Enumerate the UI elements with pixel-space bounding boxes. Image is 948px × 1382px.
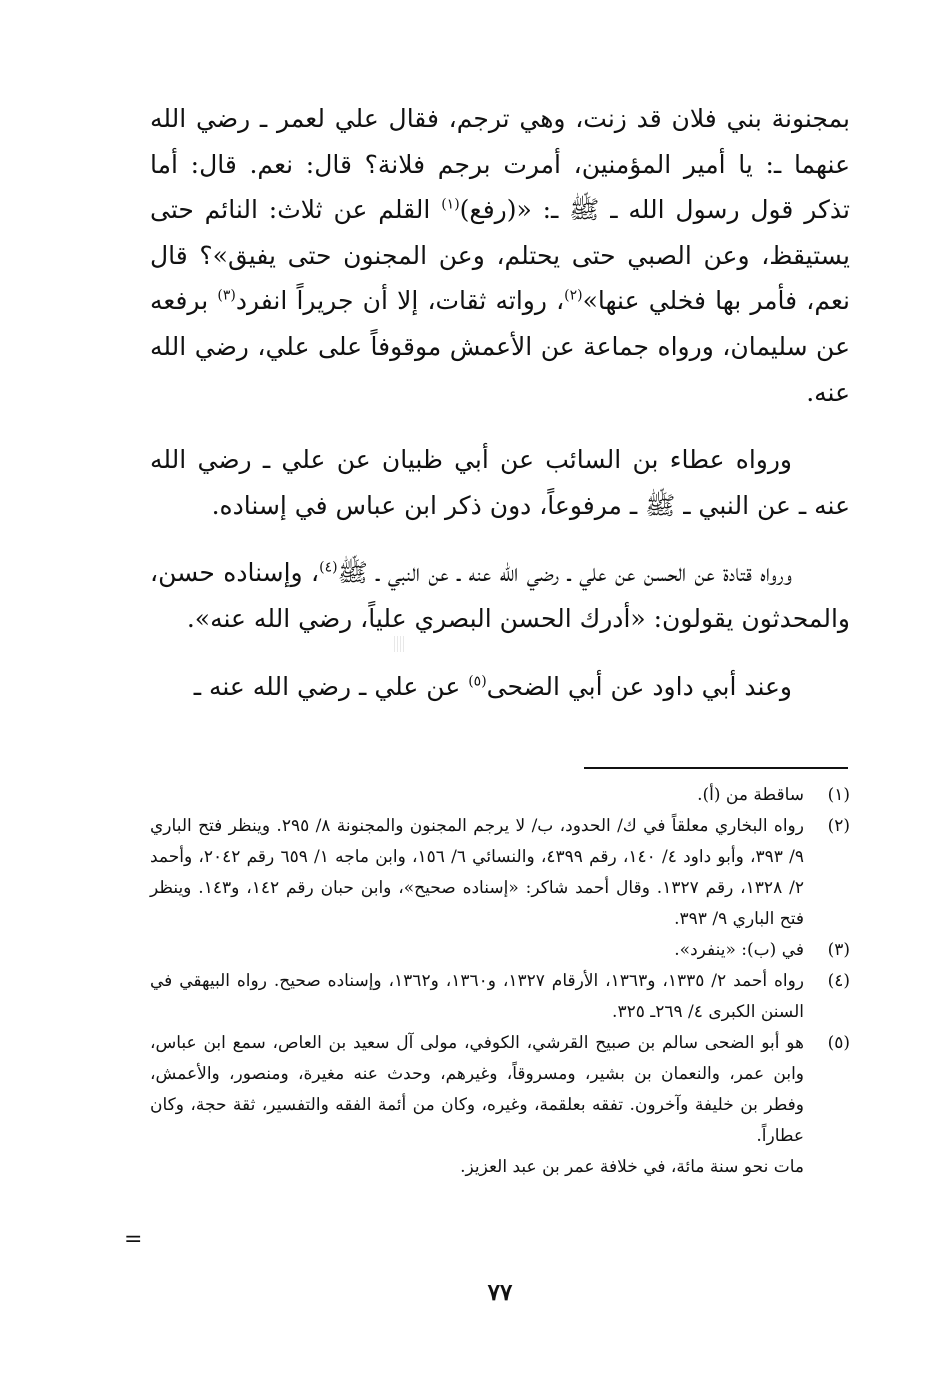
paragraph-text: ورواه عطاء بن السائب عن أبي ظبيان عن علي ـ رضي الله عنه ـ عن النبي ـ ﷺ ـ مرفوعاً، دون ذكر ابن عباس في إسناده.	[150, 445, 850, 520]
paragraph-text: ، وإسناده حسن، والمحدثون يقولون: «أدرك الحسن البصري علياً، رضي الله عنه».	[150, 558, 850, 633]
paragraph-text: عن علي ـ رضي الله عنه ـ	[193, 671, 461, 701]
footnote-number: (٥)	[827, 1033, 850, 1053]
footnote-ref: (٣)	[217, 288, 236, 305]
main-text	[150, 96, 850, 709]
footnote-5	[150, 1028, 850, 1183]
footnote-number: (٢)	[827, 816, 850, 836]
paragraph-1	[150, 96, 850, 415]
footnote-number: (١)	[827, 785, 850, 805]
footnote-text: ساقطة من (أ).	[697, 785, 804, 805]
footnote-text: رواه أحمد ٢/ ١٣٣٥، و١٣٦٣، الأرقام ١٣٢٧، و١٣٦٠، و١٣٦٢، وإسناده صحيح. رواه البيهقي في السنن الكبرى ٤/ ٢٦٩ـ ٣٢٥.	[150, 971, 805, 1022]
footnote-ref: (٢)	[564, 288, 583, 305]
paragraph-text: بمجنونة بني فلان قد زنت، وهي ترجم، فقال علي لعمر ـ رضي الله عنهما ـ: يا أمير المؤمنين، أمرت برجم فلانة؟ قال: نعم. قال: أما تذكر قول رسول الله ـ ﷺ ـ: «(رفع)	[150, 104, 850, 225]
paragraph-text: ورواه قتادة عن الحسن عن علي ـ رضي الله عنه ـ عن النبي ـ ﷺ	[337, 558, 792, 588]
footnote-3	[150, 935, 850, 966]
paragraph-4	[150, 664, 850, 710]
footnote-1	[150, 780, 850, 811]
footnote-4	[150, 966, 850, 1028]
page-number: ٧٧	[487, 1279, 513, 1306]
paragraph-text: برفعه عن سليمان، ورواه جماعة عن الأعمش موقوفاً على علي، رضي الله عنه.	[150, 286, 850, 407]
footnote-text: في (ب): «ينفرد».	[674, 940, 804, 960]
footnote-text: رواه البخاري معلقاً في ك/ الحدود، ب/ لا يرجم المجنون والمجنونة ٨/ ٢٩٥. وينظر فتح الباري ٩/ ٣٩٣، وأبو داود ٤/ ١٤٠، رقم ٤٣٩٩، والنسائي ٦/ ١٥٦، وابن ماجه ١/ ٦٥٩ رقم ٢٠٤٢، وأحمد ٢/ ١٣٢٨، رقم ١٣٢٧. وقال أحمد شاكر: «إسناده صحيح»، وابن حبان رقم ١٤٢، و١٤٣. وينظر فتح الباري ٩/ ٣٩٣.	[150, 816, 804, 929]
footnotes	[150, 780, 850, 1183]
footnote-ref: (١)	[441, 196, 460, 213]
paragraph-text: ، رواته ثقات، إلا أن جريراً انفرد	[235, 286, 565, 316]
paragraph-3	[150, 550, 850, 641]
margin-mark: =	[124, 1227, 143, 1252]
footnote-number: (٣)	[827, 940, 850, 960]
scan-speck	[394, 636, 406, 652]
paragraph-text: وعند أبي داود عن أبي الضحى	[486, 671, 792, 701]
paragraph-text: القلم عن ثلاث: النائم حتى يستيقظ، وعن الصبي حتى يحتلم، وعن المجنون حتى يفيق»؟ قال نعم، فأمر بها فخلي عنها»	[150, 195, 850, 316]
footnote-text: هو أبو الضحى سالم بن صبيح القرشي، الكوفي، مولى آل سعيد بن العاص، سمع ابن عباس، وابن عمر، والنعمان بن بشير، ومسروقاً، وغيرهم، وحدث عنه مغيرة، ومنصور، والأعمش، وفطر بن خليفة وآخرون. تفقه بعلقمة، وغيره، وكان من أئمة الفقه والتفسير، ثقة حجة، وكان عطاراً.	[150, 1033, 804, 1146]
footnote-body	[150, 1028, 804, 1183]
footnote-ref: (٤)	[319, 560, 338, 577]
footnote-rule	[584, 767, 848, 769]
footnote-number: (٤)	[827, 971, 850, 991]
footnote-extra-line: مات نحو سنة مائة، في خلافة عمر بن عبد العزيز.	[460, 1157, 804, 1177]
paragraph-2	[150, 437, 850, 528]
footnote-ref: (٥)	[468, 673, 487, 690]
footnote-2	[150, 811, 850, 935]
